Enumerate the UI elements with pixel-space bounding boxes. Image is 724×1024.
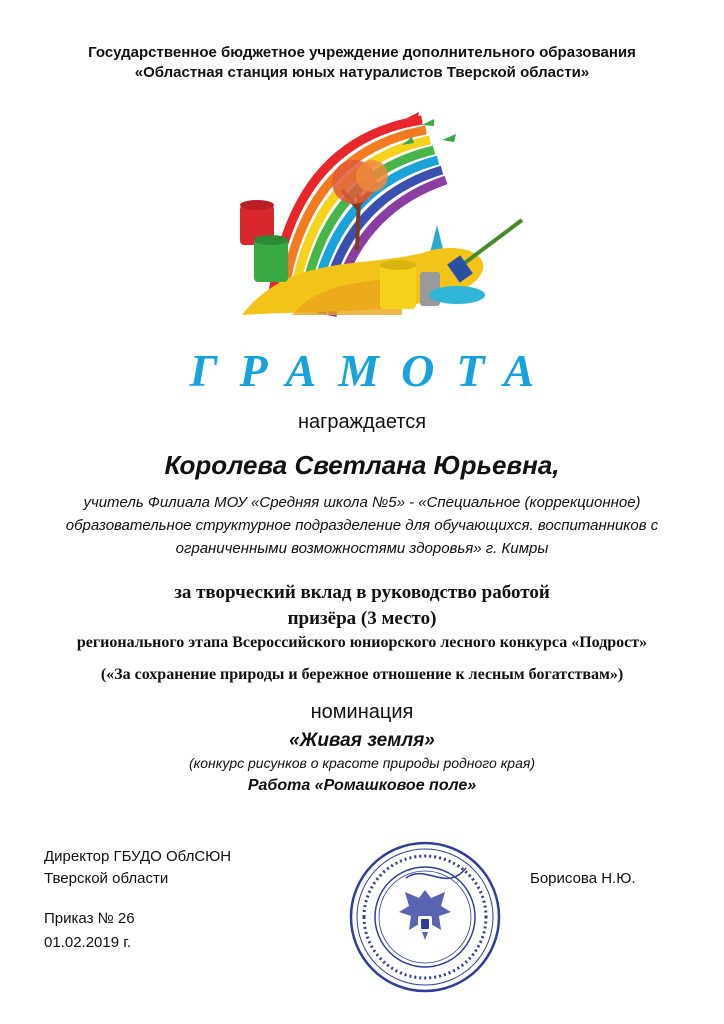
official-stamp (346, 838, 504, 996)
signer-name: Борисова Н.Ю. (530, 870, 636, 887)
organization-name-line2: «Областная станция юных натуралистов Тверской области» (134, 64, 590, 81)
nomination-description: (конкурс рисунков о красоте природы родного края) (188, 755, 536, 771)
nomination-label: номинация (310, 701, 414, 723)
director-title-line2: Тверской области (44, 870, 169, 887)
recipient-description-line: учитель Филиала МОУ «Средняя школа №5» - «Специальное (коррекционное) (83, 494, 641, 511)
order-date: 01.02.2019 г. (44, 934, 132, 951)
order-number: Приказ № 26 (44, 910, 135, 927)
organization-name-line1: Государственное бюджетное учреждение дополнительного образования (88, 44, 636, 61)
awarded-label: награждается (297, 411, 427, 433)
recipient-name: Королева Светлана Юрьевна, (164, 450, 560, 480)
award-reason-line4: («За сохранение природы и бережное отношение к лесным богатствам») (100, 666, 624, 683)
nomination-name: «Живая земля» (289, 730, 435, 751)
director-title-line1: Директор ГБУДО ОблСЮН (44, 848, 232, 865)
recipient-description-line: образовательное структурное подразделение для обучающихся. воспитанников с (65, 517, 659, 534)
recipient-description-line: ограниченными возможностями здоровья» г. Кимры (175, 540, 549, 557)
award-reason-line2: призёра (3 место) (287, 608, 437, 629)
award-reason-line3: регионального этапа Всероссийского юниорского лесного конкурса «Подрост» (76, 634, 648, 651)
work-title: Работа «Ромашковое поле» (247, 777, 477, 794)
rainbow-paint-logo (232, 100, 532, 322)
award-reason-line1: за творческий вклад в руководство работой (174, 582, 550, 603)
certificate-title: ГРАМОТА (189, 345, 557, 396)
